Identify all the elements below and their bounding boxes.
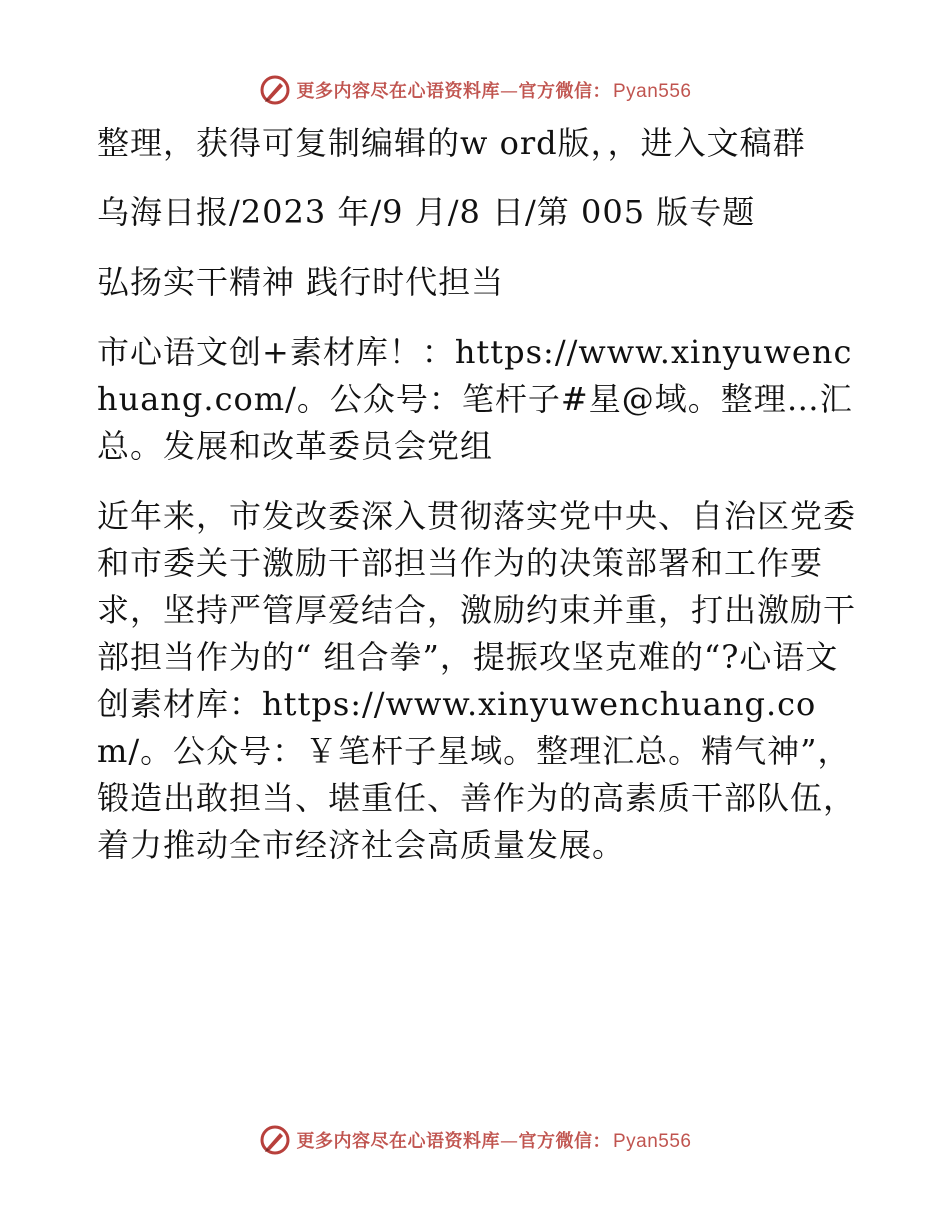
- banner-title: 更多内容尽在心语资料库: [296, 1131, 500, 1152]
- pen-logo-icon: [258, 1123, 292, 1157]
- banner-text: [296, 1127, 691, 1153]
- banner-dash: —: [499, 81, 519, 102]
- banner-title: 更多内容尽在心语资料库: [296, 81, 500, 102]
- banner-text: [296, 77, 691, 103]
- banner-dash: —: [499, 1131, 519, 1152]
- header-banner: [0, 70, 950, 110]
- paragraph-headline: 弘扬实干精神 践行时代担当: [97, 263, 505, 301]
- pen-logo-icon: [258, 73, 292, 107]
- footer-banner: [0, 1120, 950, 1160]
- banner-contact-id: Pyan556: [612, 81, 692, 102]
- banner-contact-label: 官方微信：: [518, 1131, 611, 1152]
- paragraph-body: 近年来，市发改委深入贯彻落实党中央、自治区党委和市委关于激励干部担当作为的决策部署和工作要求，坚持严管厚爱结合，激励约束并重，打出激励干部担当作为的“ 组合拳”，提振攻坚克难的“?心语文创素材库：https://www.xinyuwenchuang.com/。公众号：￥笔杆子星域。整理汇总。精气神”，锻造出敢担当、堪重任、善作为的高素质干部队伍，着力推动全市经济社会高质量发展。: [97, 497, 857, 864]
- banner-contact-id: Pyan556: [612, 1131, 692, 1152]
- banner-contact-label: 官方微信：: [518, 81, 611, 102]
- paragraph-intro: 整理，获得可复制编辑的w ord版，，进入文稿群: [97, 124, 806, 162]
- document-body: [97, 120, 857, 892]
- paragraph-source: 乌海日报/2023 年/9 月/8 日/第 005 版专题: [97, 193, 756, 231]
- paragraph-byline: 市心语文创+素材库！：https://www.xinyuwenchuang.com/。公众号：笔杆子#星@域。整理…汇总。发展和改革委员会党组: [97, 333, 853, 465]
